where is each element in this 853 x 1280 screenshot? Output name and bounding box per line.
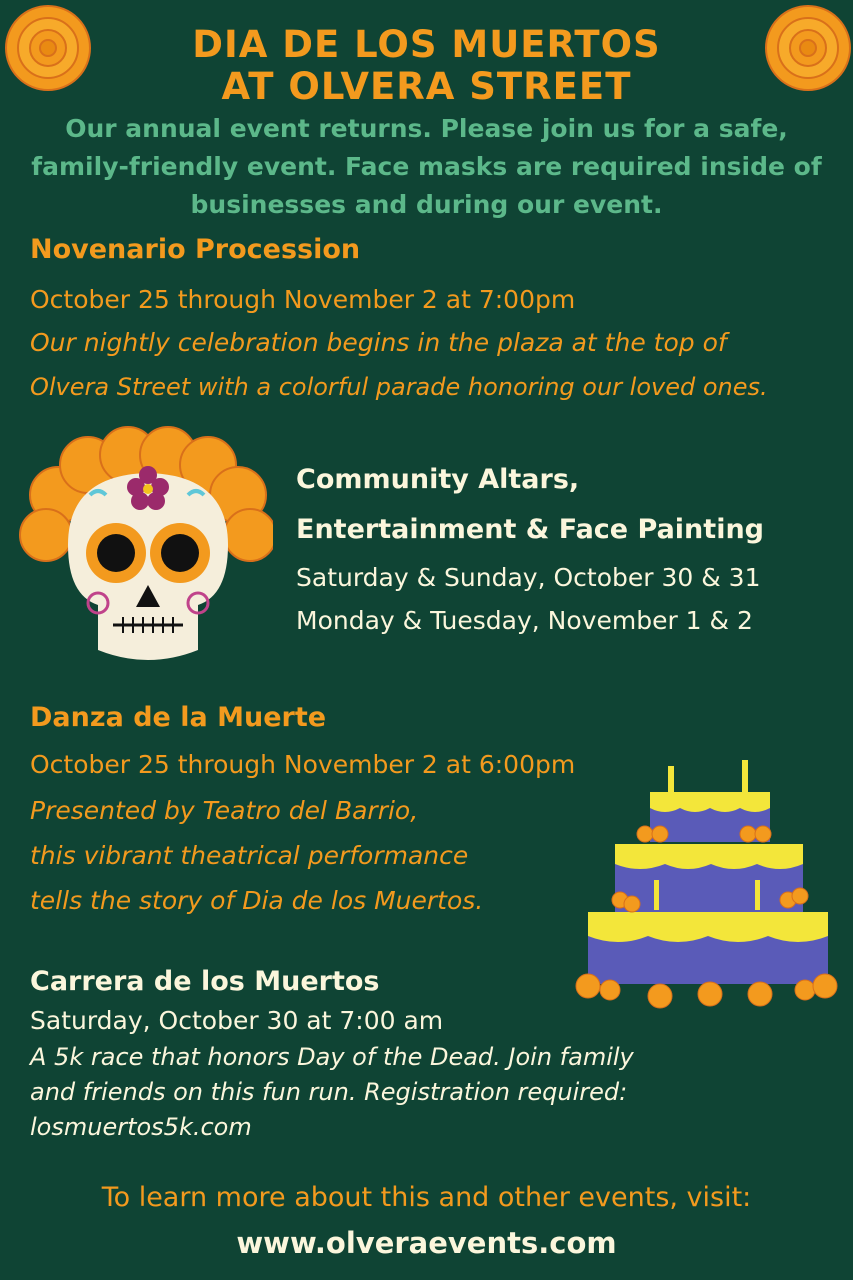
footer-text: To learn more about this and other events, visit:: [101, 1182, 752, 1213]
altars-title-2: Entertainment & Face Painting: [296, 514, 764, 545]
novenario-title: Novenario Procession: [30, 234, 361, 265]
danza-desc: Presented by Teatro del Barrio, this vibrant theatrical performance tells the story of Dia de los Muertos.: [30, 796, 484, 915]
intro-text: Our annual event returns. Please join us for a safe, family-friendly event. Face masks are required inside of businesses and during our event.: [31, 114, 822, 219]
altars-date-2: Monday & Tuesday, November 1 & 2: [296, 606, 753, 635]
website-link[interactable]: www.olveraevents.com: [236, 1226, 617, 1260]
altars-date-1: Saturday & Sunday, October 30 & 31: [296, 563, 761, 592]
sugar-skull-icon: [18, 425, 273, 670]
carrera-date: Saturday, October 30 at 7:00 am: [30, 1006, 444, 1035]
carrera-title: Carrera de los Muertos: [30, 966, 380, 997]
novenario-desc: Our nightly celebration begins in the plaza at the top of Olvera Street with a colorful parade honoring our loved ones.: [30, 328, 768, 401]
page-title: DIA DE LOS MUERTOS AT OLVERA STREET: [192, 23, 661, 108]
carrera-desc: A 5k race that honors Day of the Dead. Join family and friends on this fun run. Registration required: losmuertos5k.com: [30, 1043, 634, 1141]
danza-date: October 25 through November 2 at 6:00pm: [30, 750, 576, 779]
novenario-date: October 25 through November 2 at 7:00pm: [30, 285, 576, 314]
danza-title: Danza de la Muerte: [30, 702, 327, 733]
cake-icon: [570, 750, 845, 1015]
altars-title-1: Community Altars,: [296, 464, 580, 495]
